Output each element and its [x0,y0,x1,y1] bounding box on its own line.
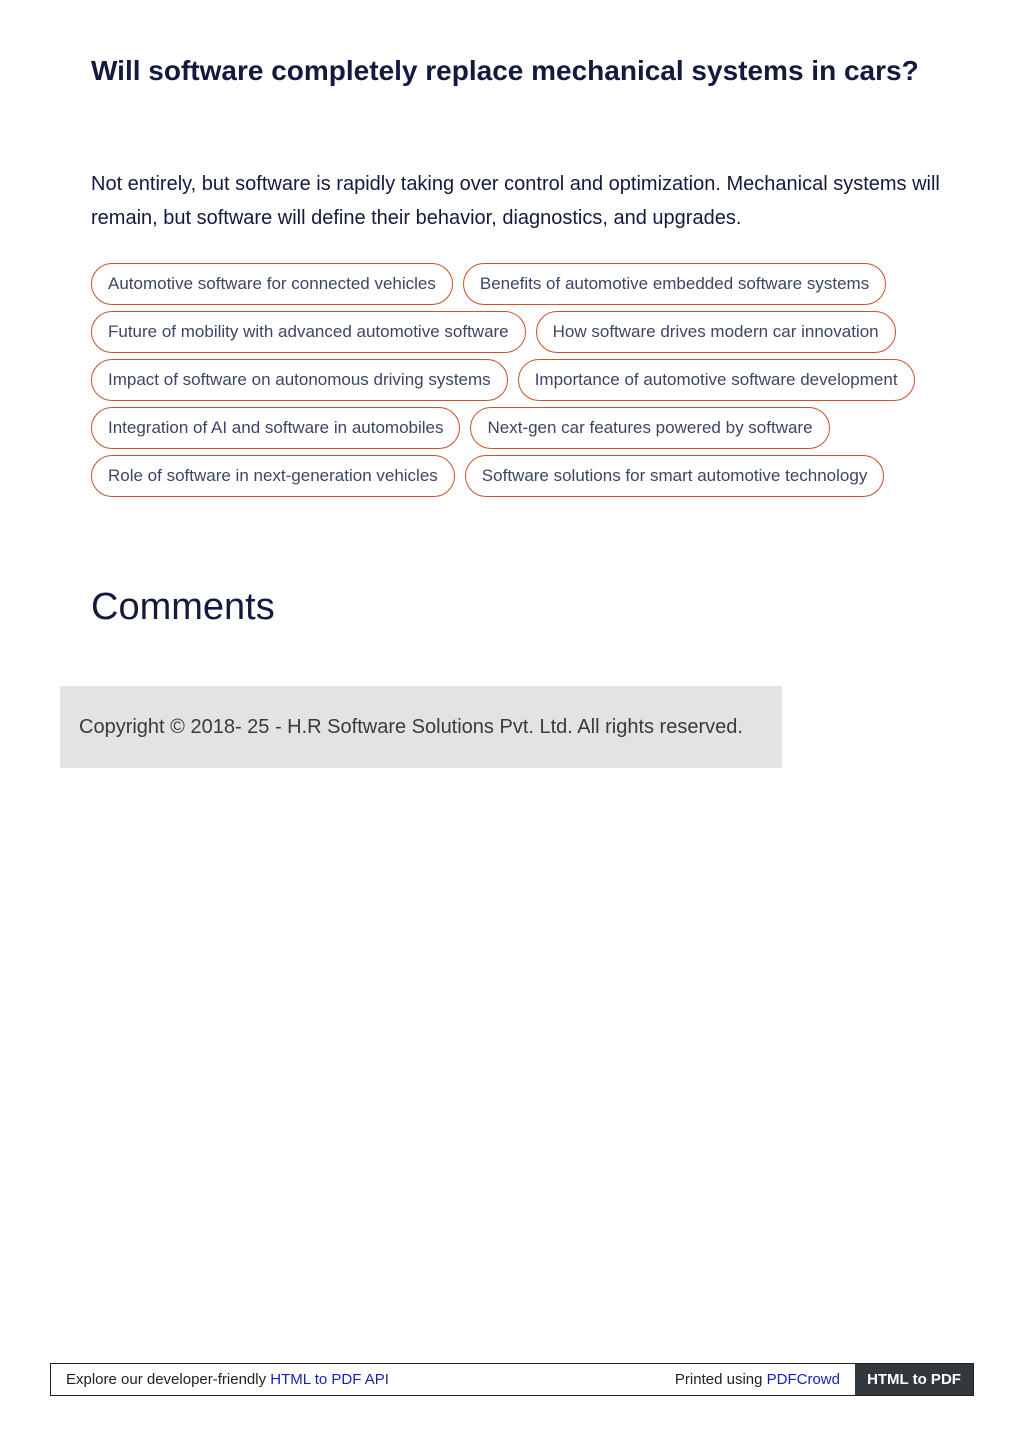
faq-answer: Not entirely, but software is rapidly taking over control and optimization. Mechanical systems will remain, but software will define their behavior, diagnostics, and upgrades. [91,173,940,229]
tag-link[interactable]: Integration of AI and software in automobiles [91,407,460,449]
tag-link[interactable]: Future of mobility with advanced automotive software [91,311,526,353]
footer-printed [675,1371,855,1388]
footer-explore [51,1371,675,1388]
tag-link[interactable]: Benefits of automotive embedded software systems [463,263,886,305]
tag-link[interactable]: Next-gen car features powered by software [470,407,829,449]
pdfcrowd-footer-bar [50,1363,974,1396]
tag-link[interactable]: Role of software in next-generation vehicles [91,455,455,497]
footer-printed-text: Printed using [674,1371,763,1388]
pdfcrowd-link[interactable]: PDFCrowd [766,1371,840,1388]
tag-list [91,263,951,497]
html-to-pdf-badge[interactable]: HTML to PDF [855,1364,973,1395]
faq-question: Will software completely replace mechanical systems in cars? [91,55,919,86]
tag-link[interactable]: Importance of automotive software development [518,359,915,401]
comments-heading: Comments [91,586,275,628]
html-to-pdf-api-link[interactable]: HTML to PDF API [270,1371,389,1388]
tag-link[interactable]: Automotive software for connected vehicles [91,263,453,305]
copyright-text: Copyright © 2018- 25 - H.R Software Solutions Pvt. Ltd. All rights reserved. [79,715,743,738]
tag-link[interactable]: Software solutions for smart automotive technology [465,455,885,497]
copyright-footer [60,686,782,768]
footer-explore-text: Explore our developer-friendly [66,1371,267,1388]
tag-link[interactable]: How software drives modern car innovation [536,311,896,353]
tag-link[interactable]: Impact of software on autonomous driving systems [91,359,508,401]
